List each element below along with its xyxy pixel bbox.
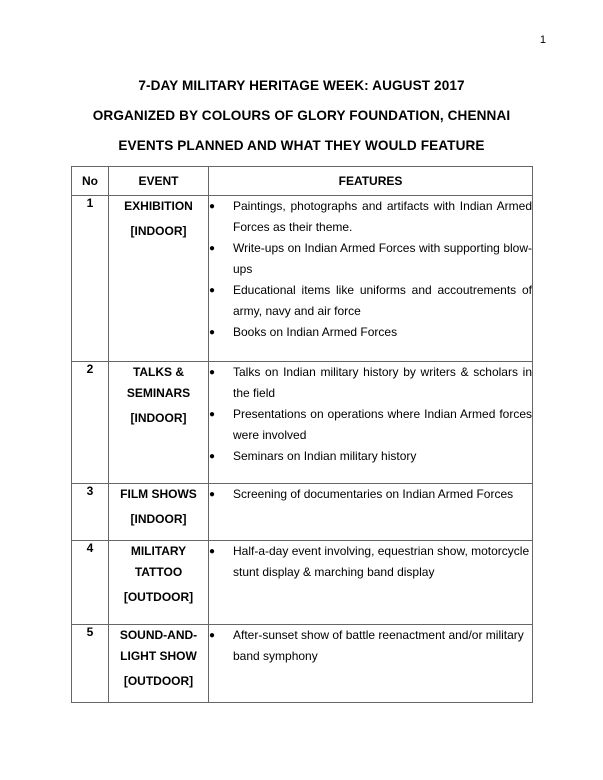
header-event: EVENT [109,167,209,196]
page-number: 1 [539,34,546,46]
row-number: 5 [72,625,109,703]
event-name [109,362,209,484]
event-name-line: TALKS & [132,365,185,379]
bullet-icon: ● [209,451,216,462]
events-heading: EVENTS PLANNED AND WHAT THEY WOULD FEATURE [118,138,485,153]
list-item [209,196,532,238]
feature-text: Half-a-day event involving, equestrian show, motorcycle stunt display & marching band display [233,544,530,579]
feature-text: After-sunset show of battle reenactment and/or military band symphony [233,628,524,663]
header-no: No [72,167,109,196]
event-name-line: TATTOO [134,565,183,579]
features-list [209,541,532,583]
bullet-icon: ● [209,327,216,338]
organizer-heading: ORGANIZED BY COLOURS OF GLORY FOUNDATION, CHENNAI [92,108,511,123]
events-table [71,166,533,703]
features-list [209,484,532,505]
feature-text: Screening of documentaries on Indian Armed Forces [233,487,514,501]
page-title: 7-DAY MILITARY HERITAGE WEEK: AUGUST 2017 [138,78,465,93]
features-cell [209,484,533,541]
list-item [209,362,532,404]
bullet-icon: ● [209,630,216,641]
list-item [209,541,532,583]
event-location: [OUTDOOR] [123,590,194,604]
bullet-icon: ● [209,489,216,500]
feature-text: Talks on Indian military history by writers & scholars in the field [233,365,532,400]
feature-text: Presentations on operations where Indian Armed forces were involved [233,407,532,442]
event-name [109,196,209,362]
bullet-icon: ● [209,546,216,557]
event-location: [INDOOR] [130,512,187,526]
features-cell [209,625,533,703]
list-item [209,280,532,322]
event-location: [INDOOR] [130,224,187,238]
table-row [72,541,533,625]
row-number: 2 [72,362,109,484]
event-name-line: EXHIBITION [124,199,193,213]
table-row [72,484,533,541]
table-row [72,196,533,362]
event-name-line: FILM SHOWS [120,487,197,501]
bullet-icon: ● [209,285,216,296]
features-list [209,196,532,343]
event-name-line: MILITARY [130,544,187,558]
event-name-line: SEMINARS [126,386,191,400]
bullet-icon: ● [209,201,216,212]
table-row [72,362,533,484]
feature-text: Books on Indian Armed Forces [233,325,398,339]
features-cell [209,362,533,484]
event-name-line: SOUND-AND- [119,628,198,642]
features-cell [209,541,533,625]
row-number: 1 [72,196,109,362]
list-item [209,625,532,667]
list-item [209,484,532,505]
event-location: [OUTDOOR] [123,674,194,688]
event-name [109,484,209,541]
header-features: FEATURES [209,167,533,196]
features-cell [209,196,533,362]
bullet-icon: ● [209,367,216,378]
table-row [72,625,533,703]
feature-text: Write-ups on Indian Armed Forces with supporting blow-ups [233,241,532,276]
event-name-line: LIGHT SHOW [120,649,197,663]
list-item [209,322,532,343]
feature-text: Paintings, photographs and artifacts with Indian Armed Forces as their theme. [233,199,532,234]
feature-text: Educational items like uniforms and accoutrements of army, navy and air force [233,283,532,318]
features-list [209,362,532,467]
bullet-icon: ● [209,243,216,254]
table-header-row [72,167,533,196]
event-name [109,625,209,703]
row-number: 3 [72,484,109,541]
list-item [209,446,532,467]
features-list [209,625,532,667]
list-item [209,238,532,280]
list-item [209,404,532,446]
bullet-icon: ● [209,409,216,420]
event-name [109,541,209,625]
feature-text: Seminars on Indian military history [233,449,417,463]
event-location: [INDOOR] [130,411,187,425]
row-number: 4 [72,541,109,625]
